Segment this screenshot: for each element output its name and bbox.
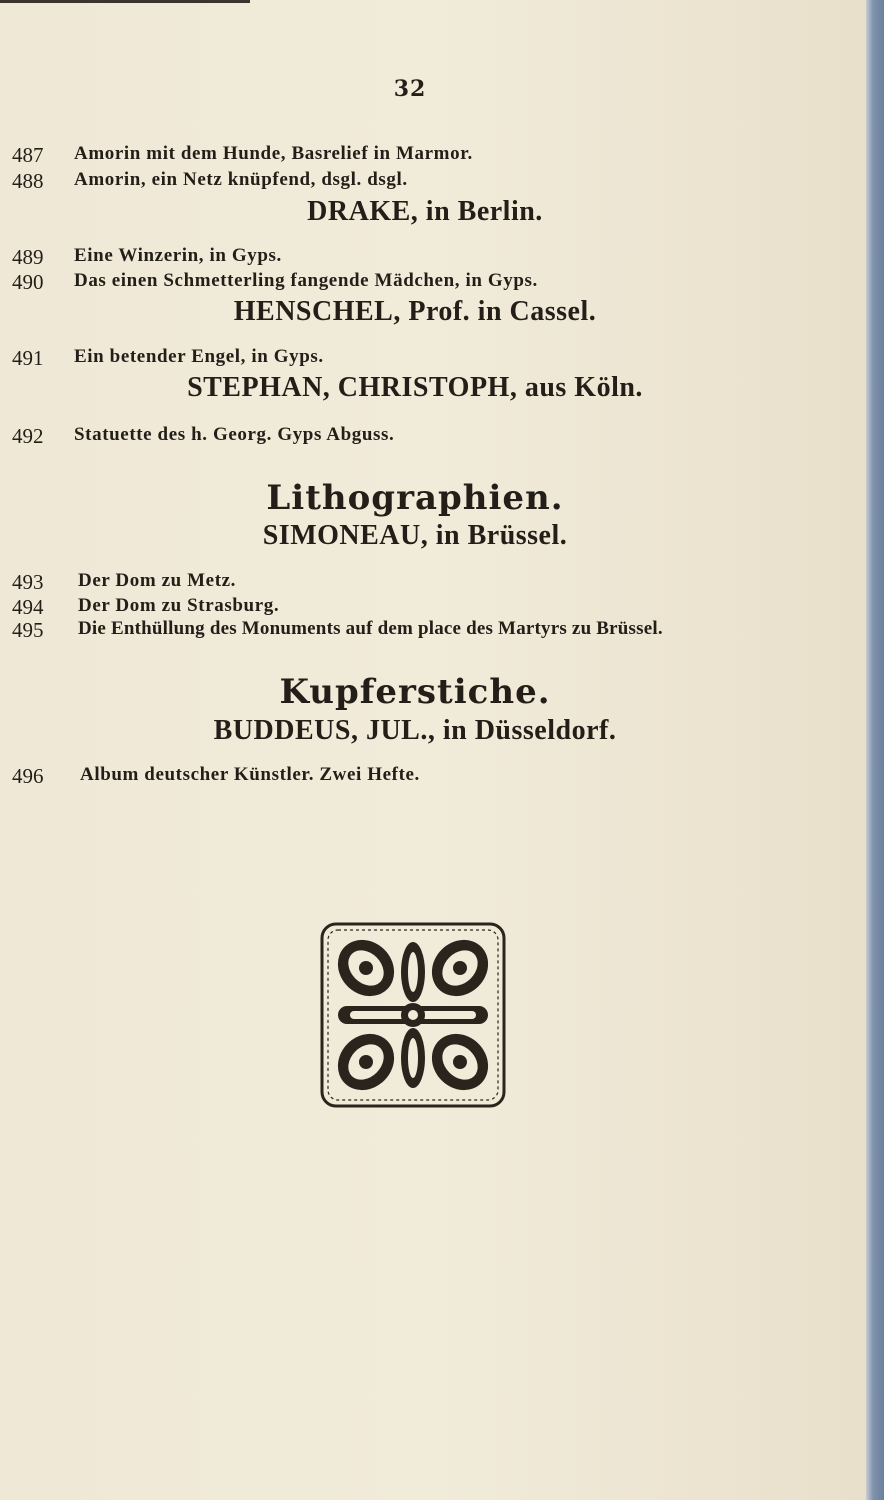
entry-487 (0, 143, 850, 169)
entry-number: 495 (12, 618, 44, 642)
section-heading-kupferstiche: Kupferstiche. (279, 672, 551, 712)
page-number: 32 (393, 76, 427, 102)
entry-492 (0, 424, 850, 450)
entry-text: Der Dom zu Strasburg. (78, 595, 280, 616)
artist-heading-drake: DRAKE, in Berlin. (307, 196, 543, 227)
entry-text: Statuette des h. Georg. Gyps Abguss. (74, 424, 395, 445)
entry-488 (0, 169, 850, 195)
entry-number: 493 (12, 570, 44, 594)
entry-text: Die Enthüllung des Monuments auf dem place des Martyrs zu Brüssel. (78, 618, 663, 639)
artist-heading-buddeus: BUDDEUS, JUL., in Düsseldorf. (213, 715, 617, 746)
entry-text: Album deutscher Künstler. Zwei Hefte. (80, 764, 420, 785)
entry-number: 488 (12, 169, 44, 193)
entry-491 (0, 346, 850, 372)
entry-number: 487 (12, 143, 44, 167)
entry-495 (0, 618, 850, 644)
book-spine-edge (866, 0, 884, 1500)
entry-493 (0, 570, 850, 596)
artist-heading-stephan: STEPHAN, CHRISTOPH, aus Köln. (187, 372, 643, 403)
entry-number: 491 (12, 346, 44, 370)
entry-text: Amorin, ein Netz knüpfend, dsgl. dsgl. (74, 169, 408, 190)
entry-496 (0, 764, 850, 790)
entry-489 (0, 245, 850, 271)
entry-text: Das einen Schmetterling fangende Mädchen, in Gyps. (74, 270, 538, 291)
entry-text: Eine Winzerin, in Gyps. (74, 245, 282, 266)
entry-number: 489 (12, 245, 44, 269)
top-rule (0, 0, 250, 3)
section-heading-lithographien: Lithographien. (266, 478, 564, 518)
artist-heading-simoneau: SIMONEAU, in Brüssel. (262, 520, 568, 551)
entry-490 (0, 270, 850, 296)
entry-text: Der Dom zu Metz. (78, 570, 237, 591)
artist-heading-henschel: HENSCHEL, Prof. in Cassel. (233, 296, 597, 327)
entry-number: 490 (12, 270, 44, 294)
entry-text: Amorin mit dem Hunde, Basrelief in Marmor. (74, 143, 473, 164)
entry-number: 496 (12, 764, 44, 788)
entry-number: 492 (12, 424, 44, 448)
entry-text: Ein betender Engel, in Gyps. (74, 346, 324, 367)
entry-number: 494 (12, 595, 44, 619)
fleuron-ornament-icon (320, 922, 506, 1108)
